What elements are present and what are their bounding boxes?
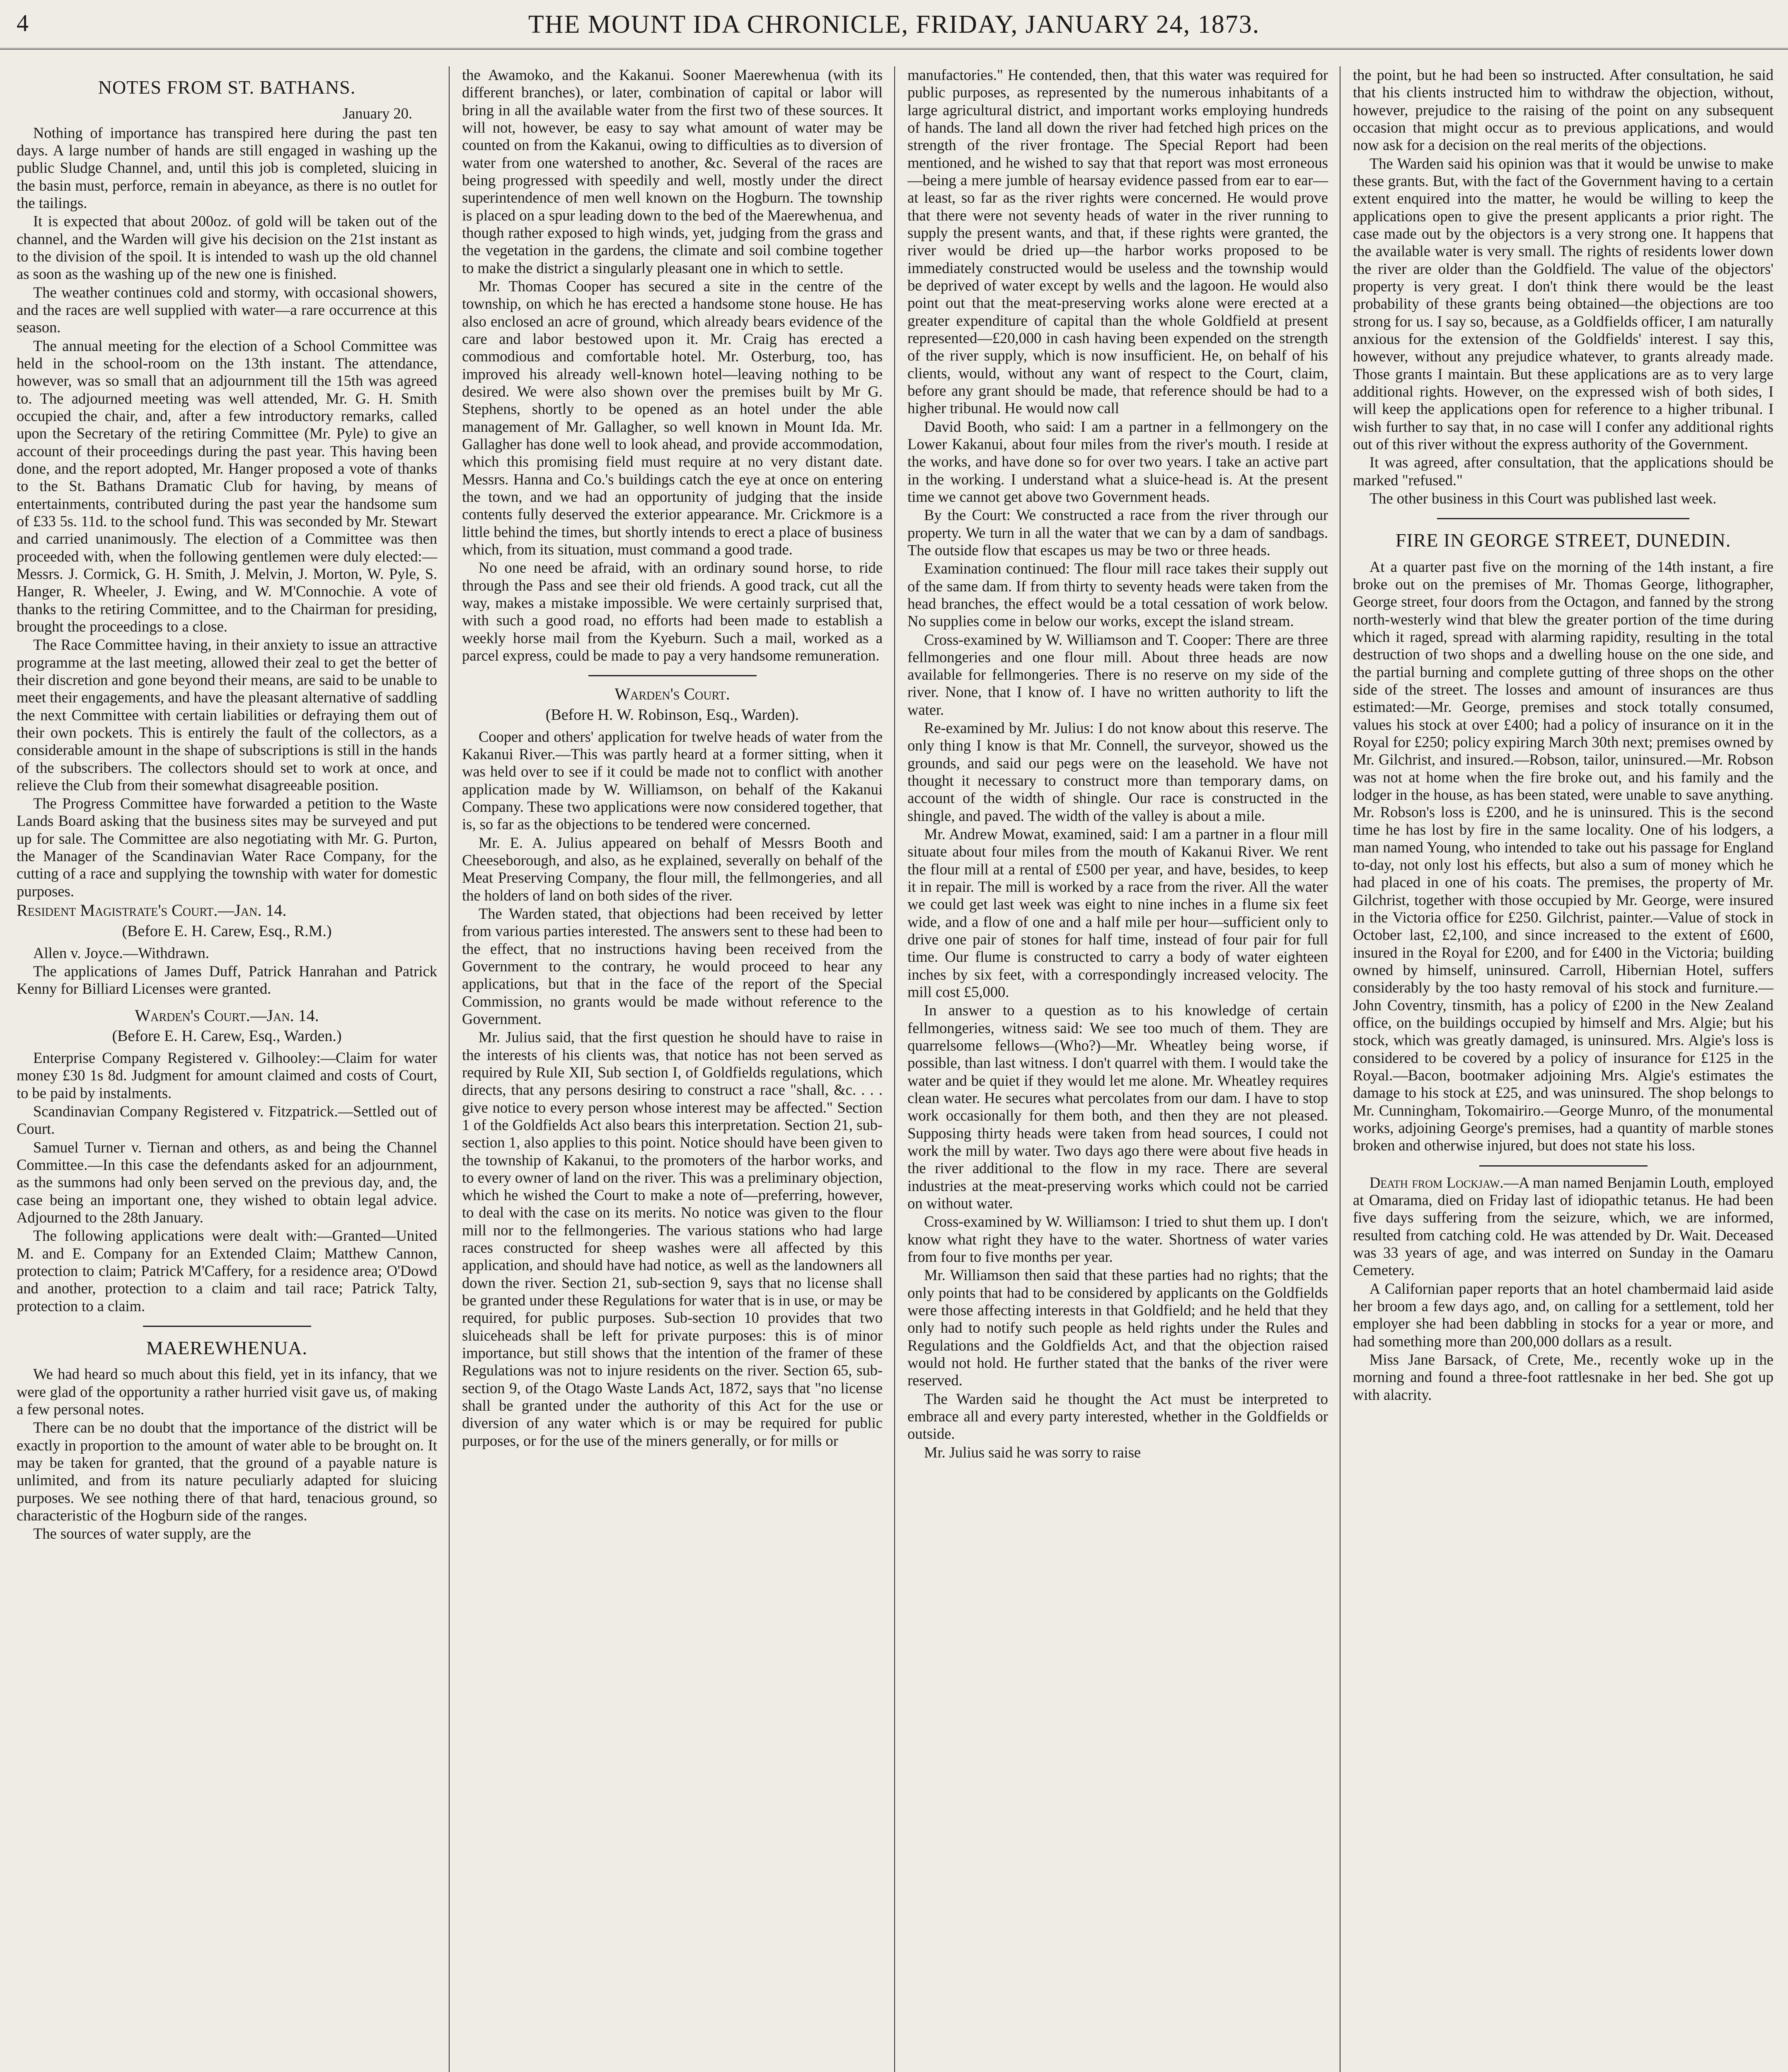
paragraph: Cooper and others' application for twelve heads of water from the Kakanui River.—This was partly heard at a former sitting, when it was held over to see if it could be made not to conflict with another application made by W. Williamson, on behalf of the Kakanui Company. These two applications were now considered together, that is, so far as the objections to be tendered were concerned.	[462, 728, 883, 833]
paragraph: The applications of James Duff, Patrick Hanrahan and Patrick Kenny for Billiard Licenses were granted.	[17, 962, 437, 997]
paragraph: David Booth, who said: I am a partner in a fellmongery on the Lower Kakanui, about four miles from the river's mouth. I reside at the works, and have done so for over two years. I take an active part in the working. I understand what a sluice-head is. At the present time we cannot get above two Government heads.	[907, 418, 1328, 505]
column-4	[1353, 66, 1773, 2072]
paragraph: It is expected that about 200oz. of gold will be taken out of the channel, and the Warden will give his decision on the 21st instant as to the division of the spoil. It is intended to wash up the old channel as soon as the washing up of the new one is finished.	[17, 213, 437, 283]
lockjaw-lead: Death from Lockjaw.	[1369, 1174, 1504, 1191]
paragraph: Samuel Turner v. Tiernan and others, as and being the Channel Committee.—In this case the defendants asked for an adjournment, as the summons had only been served on the previous day, and, the case being an important one, they wished to obtain legal advice. Adjourned to the 28th January.	[17, 1138, 437, 1226]
paragraph: The weather continues cold and stormy, with occasional showers, and the races are well supplied with water—a rare occurrence at this season.	[17, 283, 437, 336]
column-3	[907, 66, 1340, 2072]
masthead-title: THE MOUNT IDA CHRONICLE, FRIDAY, JANUARY 24, 1873.	[528, 10, 1260, 39]
paragraph: We had heard so much about this field, yet in its infancy, that we were glad of the opportunity a rather hurried visit gave us, of making a few personal notes.	[17, 1365, 437, 1418]
dateline: January 20.	[342, 105, 412, 122]
paragraph: Examination continued: The flour mill race takes their supply out of the same dam. If from thirty to seventy heads were taken from the head branches, the effect would be a total cessation of work below. No supplies come in below our works, except the island stream.	[907, 560, 1328, 630]
paragraph: Re-examined by Mr. Julius: I do not know about this reserve. The only thing I know is that Mr. Connell, the surveyor, showed us the grounds, and said our pegs were on the leasehold. We have not thought it necessary to construct more than temporary dams, on account of the width of shingle. Our race is constructed in the shingle, and paved. The width of the valley is about a mile.	[907, 719, 1328, 824]
paragraph: The other business in this Court was published last week.	[1369, 489, 1717, 507]
paragraph: Mr. Williamson then said that these parties had no rights; that the only points that had to be considered by applicants on the Goldfields were those affecting interests in that Goldfield; and he held that they only had to notify such people as held rights under the Rules and Regulations and the Goldfields Act, and that the objection raised would not hold. He further stated that the banks of the river were reserved.	[907, 1266, 1328, 1389]
paragraph: The sources of water supply, are the	[33, 1525, 251, 1542]
paragraph: the Awamoko, and the Kakanui. Sooner Maerewhenua (with its different branches), or later, combination of capital or labor will bring in all the available water from the first two of these sources. It will not, however, be easy to say what amount of water may be counted on from the Kakanui, owing to difficulties as to diversion of water from one watershed to another, &c. Several of the races are being progressed with speedily and well, mostly under the direct superintendence of men well known on the Hogburn. The township is placed on a spur leading down to the bed of the Maerewhenua, and though rather exposed to high winds, yet, judging from the grass and the vegetation in the gardens, the climate and soil combine together to make the district a singularly pleasant one in which to settle.	[462, 66, 883, 276]
section-subtitle: (Before E. H. Carew, Esq., Warden.)	[112, 1027, 342, 1045]
page-number: 4	[17, 10, 29, 36]
paragraph: No one need be afraid, with an ordinary sound horse, to ride through the Pass and see their old friends. A good track, cut all the way, makes a mistake impossible. We were certainly surprised that, with such a good road, no efforts had been made to establish a weekly horse mail from the Kyeburn. Such a mail, worked as a parcel express, could be made to pay a very handsome remuneration.	[462, 559, 883, 664]
paragraph: the point, but he had been so instructed. After consultation, he said that his clients instructed him to withdraw the objection, without, however, prejudice to the raising of the point on any subsequent occasion that might occur as to previous applications, and would now ask for a decision on the real merits of the objections.	[1353, 66, 1773, 154]
paragraph: Cross-examined by W. Williamson: I tried to shut them up. I don't know what right they have to the water. Shortness of water varies from four to five months per year.	[907, 1213, 1328, 1265]
paragraph: Mr. E. A. Julius appeared on behalf of Messrs Booth and Cheeseborough, and also, as he explained, severally on behalf of the Meat Preserving Company, the flour mill, the fellmongeries, and all the holders of land on both sides of the river.	[462, 834, 883, 904]
article-title-fire: FIRE IN GEORGE STREET, DUNEDIN.	[1395, 530, 1731, 551]
paragraph: manufactories." He contended, then, that this water was required for public purposes, as represented by the numerous inhabitants of a large agricultural district, and important works employing hundreds of hands. The land all down the river had fetched high prices on the strength of the river frontage. The Special Report had been mentioned, and he wished to say that that report was most erroneous—being a mere jumble of hearsay evidence passed from ear to ear—at least, so far as the river rights were concerned. He would prove that there were not seventy heads of water in the river running to supply the present wants, and that, if these rights were granted, the river would be dried up—the harbor works proposed to be immediately constructed would be useless and the township would be deprived of water except by wells and the lagoon. He would also point out that the meat-preserving works alone were erected at a greater expenditure of capital than the whole Goldfield at present represented—£20,000 in cash having been expended on the strength of the river supply, which is now insufficient. He, on behalf of his clients, would, without any want of respect to the Court, claim, before any grant should be made, that reference should be had to a higher tribunal. He would now call	[907, 66, 1328, 417]
article-title-st-bathans: NOTES FROM ST. BATHANS.	[98, 77, 356, 98]
paragraph: Allen v. Joyce.—Withdrawn.	[33, 944, 209, 961]
divider	[1479, 1165, 1648, 1167]
masthead	[0, 0, 1788, 50]
lockjaw-text: —A man named Benjamin Louth, employed at Omarama, died on Friday last of idiopathic tetanus. He had been five days suffering from the seizure, which, we are informed, resulted from catching cold. He was attended by Dr. Wait. Deceased was 33 years of age, and was interred on Sunday in the Oamaru Cemetery.	[1353, 1174, 1773, 1279]
paragraph: Mr. Andrew Mowat, examined, said: I am a partner in a flour mill situate about four miles from the mouth of Kakanui River. We rent the flour mill at a rental of £500 per year, and have, besides, to keep it in repair. The mill is worked by a race from the river. All the water we could get last week was eight to nine inches in a flume six feet wide, and a flow of one and a half mile per hour—sufficient only to drive one pair of stones for half time, instead of four pair for full time. Our flume is constructed to carry a body of water eighteen inches by six feet, with a correspondingly increased velocity. The mill cost £5,000.	[907, 825, 1328, 1001]
paragraph: Mr. Julius said, that the first question he should have to raise in the interests of his clients was, that notice has not been served as required by Rule XII, Sub section I, of Goldfields regulations, which directs, that any persons desiring to construct a race "shall, &c. . . . give notice to every person whose interest may be affected." Section 1 of the Goldfields Act also bears this interpretation. Section 21, sub-section 1, also applies to this point. Notice should have been given to the township of Kakanui, to the promoters of the harbor works, and to every owner of land on the river. This was a preliminary objection, which he wished the Court to make a note of—preferring, however, to deal with the case on its merits. No notice was given to the flour mill nor to the fellmongeries. The various stations who had large races constructed for sheep washes were all affected by this application, and should have had notice, as well as the landowners all down the river. Section 21, sub-section 9, says that no license shall be granted under these Regulations for water that is in use, or may be required, for public purposes. Sub-section 10 provides that two sluiceheads shall be left for private purposes: this is of minor importance, but still shows that the intention of the framer of these Regulations was not to injure residents on the river. Section 65, sub-section 9, of the Otago Waste Lands Act, 1872, says that "no license shall be granted under the authority of this Act for the use or diversion of any water which is or may be required for public purposes, or for the use of the miners generally, or for mills or	[462, 1029, 883, 1449]
paragraph: Cross-examined by W. Williamson and T. Cooper: There are three fellmongeries and one flour mill. About three heads are now available for fellmongeries. There is no reserve on my side of the river. None, that I know of. I have no written authority to lift the water.	[907, 631, 1328, 718]
paragraph: The Race Committee having, in their anxiety to issue an attractive programme at the last meeting, allowed their zeal to get the better of their discretion and gone beyond their means, are said to be unable to meet their engagements, and have the pleasant alternative of saddling the next Committee with certain liabilities or defraying them out of their own pockets. This is entirely the fault of the collectors, as a considerable amount in the shape of subscriptions is still in the hands of the subscribers. The collectors should set to work at once, and relieve the Club from their somewhat disagreeable position.	[17, 636, 437, 794]
paragraph: Scandinavian Company Registered v. Fitzpatrick.—Settled out of Court.	[17, 1103, 437, 1138]
paragraph: It was agreed, after consultation, that the applications should be marked "refused."	[1353, 454, 1773, 489]
paragraph: In answer to a question as to his knowledge of certain fellmongeries, witness said: We see too much of them. They are quarrelsome fellows—(Who?)—Mr. Wheatley being worse, if possible, than last witness. I don't quarrel with them. I would take the water and be quiet if they would let me alone. Mr. Wheatley requires clean water. He secures what percolates from our dam. I have to stop work occasionally for them both, and then they are not pleased. Supposing thirty heads were taken from head sources, I could not work the mill by water. Two days ago there were about five heads in the river additional to the flow in my race. There are several industries at the meat-preserving works which could not be carried on without water.	[907, 1002, 1328, 1212]
section-subtitle: (Before E. H. Carew, Esq., R.M.)	[122, 922, 332, 940]
paragraph: Mr. Thomas Cooper has secured a site in the centre of the township, on which he has erected a handsome stone house. He has also enclosed an acre of ground, which already bears evidence of the care and labor bestowed upon it. Mr. Craig has erected a commodious and comfortable hotel. Mr. Osterburg, too, has improved his already well-known hotel—leaving nothing to be desired. We were also shown over the premises built by Mr G. Stephens, shortly to be opened as an hotel under the able management of Mr. Gallagher, so well known in Mount Ida. Mr. Gallagher has done well to look ahead, and provide accommodation, which this promising field must require at no very distant date. Messrs. Hanna and Co.'s buildings catch the eye at once on entering the town, and we had an opportunity of judging that the inside contents fully deserved the exterior appearance. Mr. Crickmore is a little behind the times, but shortly intends to erect a place of business which, from its situation, must command a good trade.	[462, 277, 883, 558]
paragraph-lockjaw	[1353, 1174, 1773, 1279]
paragraph: Nothing of importance has transpired here during the past ten days. A large number of hands are still engaged in washing up the public Sludge Channel, and, until this job is completed, sluicing in the basin must, perforce, remain in abeyance, as there is no outlet for the tailings.	[17, 124, 437, 211]
paragraph: Enterprise Company Registered v. Gilhooley:—Claim for water money £30 1s 8d. Judgment for amount claimed and costs of Court, to be paid by instalments.	[17, 1049, 437, 1101]
paragraph: The Warden said he thought the Act must be interpreted to embrace all and every party interested, whether in the Goldfields or outside.	[907, 1390, 1328, 1443]
section-title-wardens-court: Warden's Court.	[615, 685, 730, 704]
section-subtitle: (Before H. W. Robinson, Esq., Warden).	[545, 706, 799, 724]
section-title-wardens-court: Warden's Court.—Jan. 14.	[135, 1006, 319, 1025]
column-2	[462, 66, 895, 2072]
paragraph: The Warden said his opinion was that it would be unwise to make these grants. But, with the fact of the Government having to a certain extent enquired into the matter, he would be willing to keep the applications open to give the present applicants a prior right. The case made out by the objectors is a very strong one. It happens that the available water is very small. The rights of residents lower down the river are older than the Goldfield. The value of the objectors' property is very great. I don't think there would be the least probability of these grants being obtained—the objections are too strong for us. I say so, because, as a Goldfields officer, I am naturally anxious for the extension of the Goldfields' interest. I say this, however, without any prejudice whatever, to grants already made. Those grants I maintain. But these applications are as to very large additional rights. However, on the expressed wish of both sides, I will keep the applications open for reference to a higher tribunal. I wish further to say that, in no case will I confer any additional rights out of this river without the express authority of the Government.	[1353, 155, 1773, 453]
paragraph: At a quarter past five on the morning of the 14th instant, a fire broke out on the premises of Mr. Thomas George, lithographer, George street, four doors from the Octagon, and fanned by the strong north-westerly wind that blew the greater portion of the time during which it raged, spread with alarming rapidity, resulting in the total destruction of two shops and a dwelling house on the one side, and the partial burning and complete gutting of three shops on the other side of the street. The losses and amount of insurances are thus estimated:—Mr. George, premises and stock totally consumed, values his stock at over £400; had a policy of insurance on it in the Royal for £250; policy expiring March 30th next; premises owned by Mr. Gilchrist, and insured.—Robson, tailor, uninsured.—Mr. Robson was not at home when the fire broke out, and his family and the lodger in the house, as has been stated, were unable to save anything. Mr. Robson's loss is £200, and he is uninsured. This is the second time he has lost by fire in the same locality. One of his lodgers, a man named Young, who intended to take out his passage for England to-day, not only lost his effects, but also a sum of money which he had placed in one of his coats. The premises, the property of Mr. Gilchrist, together with those occupied by Mr. George, were insured in the Victoria office for £250. Gilchrist, painter.—Value of stock in October last, £2,100, and since increased to the extent of £600, insured in the Royal for £200, and for £400 in the Victoria; building owned by himself, uninsured. Carroll, Hibernian Hotel, suffers considerably by the too hasty removal of his stock and furniture.—John Coventry, tinsmith, has a policy of £200 in the New Zealand office, on the buildings occupied by himself and Mrs. Algie; but his stock, which was greatly damaged, is uninsured. Mrs. Algie's loss is considered to be covered by a policy of insurance for £125 in the Royal.—Bacon, bootmaker adjoining Mrs. Algie's estimates the damage to his stock at £25, and was uninsured. The shop belongs to Mr. Cunningham, Tokomairiro.—George Munro, of the monumental works, adjoining George's premises, had a quantity of marble stones broken and otherwise injured, but does not state his loss.	[1353, 558, 1773, 1154]
paragraph: There can be no doubt that the importance of the district will be exactly in proportion to the amount of water able to be brought on. It may be taken for granted, that the ground of a payable nature is unlimited, and from its nature peculiarly adapted for sluicing purposes. We see nothing there of that hard, tenacious ground, so characteristic of the Hogburn side of the ranges.	[17, 1419, 437, 1524]
divider	[588, 675, 757, 676]
paragraph: By the Court: We constructed a race from the river through our property. We turn in all the water that we can by a dam of sandbags. The outside flow that escapes us may be two or three heads.	[907, 506, 1328, 559]
paragraph: Miss Jane Barsack, of Crete, Me., recently woke up in the morning and found a three-foot rattlesnake in her bed. She got up with alacrity.	[1353, 1351, 1773, 1403]
paragraph: The Warden stated, that objections had been received by letter from various parties interested. The answers sent to these had been to the effect, that no instructions having been received from the Government to the contrary, he would proceed to hear any applications, but that in the face of the report of the Special Commission, no grants would be made without reference to the Government.	[462, 905, 883, 1027]
divider	[1437, 518, 1689, 519]
paragraph: Mr. Julius said he was sorry to raise	[924, 1443, 1141, 1461]
paragraph: The annual meeting for the election of a School Committee was held in the school-room on the 13th instant. The attendance, however, was so small that an adjournment till the 15th was agreed to. The adjourned meeting was well attended, Mr. G. H. Smith occupied the chair, and, after a few introductory remarks, called upon the Secretary of the retiring Committee (Mr. Pyle) to give an account of their proceedings during the past year. This having been done, and the report adopted, Mr. Hanger proposed a vote of thanks to the St. Bathans Dramatic Club for having, by means of entertainments, contributed during the past year the handsome sum of £33 5s. 11d. to the school fund. This was seconded by Mr. Stewart and carried unanimously. The election of a Committee was then proceeded with, when the following gentlemen were duly elected:—Messrs. J. Cormick, G. H. Smith, J. Melvin, J. Morton, W. Pyle, S. Hanger, R. Wheeler, J. Ewing, and W. M'Connochie. A vote of thanks to the retiring Committee, and to the Chairman for presiding, brought the proceedings to a close.	[17, 337, 437, 635]
paragraph: The Progress Committee have forwarded a petition to the Waste Lands Board asking that the business sites may be surveyed and put up for sale. The Committee are also negotiating with Mr. G. Purton, the Manager of the Scandinavian Water Race Company, for the cutting of a race and supplying the township with water for domestic purposes.	[17, 795, 437, 900]
columns	[17, 66, 1773, 2072]
paragraph: A Californian paper reports that an hotel chambermaid laid aside her broom a few days ago, and, on calling for a settlement, told her employer she had been dabbling in stocks for a year or more, and had something more than 200,000 dollars as a result.	[1353, 1280, 1773, 1350]
paragraph: The following applications were dealt with:—Granted—United M. and E. Company for an Extended Claim; Matthew Cannon, protection to claim; Patrick M'Caffery, for a residence area; O'Dowd and another, protection to a claim and tail race; Patrick Talty, protection to a claim.	[17, 1227, 437, 1314]
section-title-rm-court: Resident Magistrate's Court.—Jan. 14.	[17, 901, 287, 920]
column-1	[17, 66, 450, 2072]
divider	[143, 1326, 311, 1327]
article-title-maerewhenua: MAEREWHENUA.	[146, 1337, 307, 1358]
